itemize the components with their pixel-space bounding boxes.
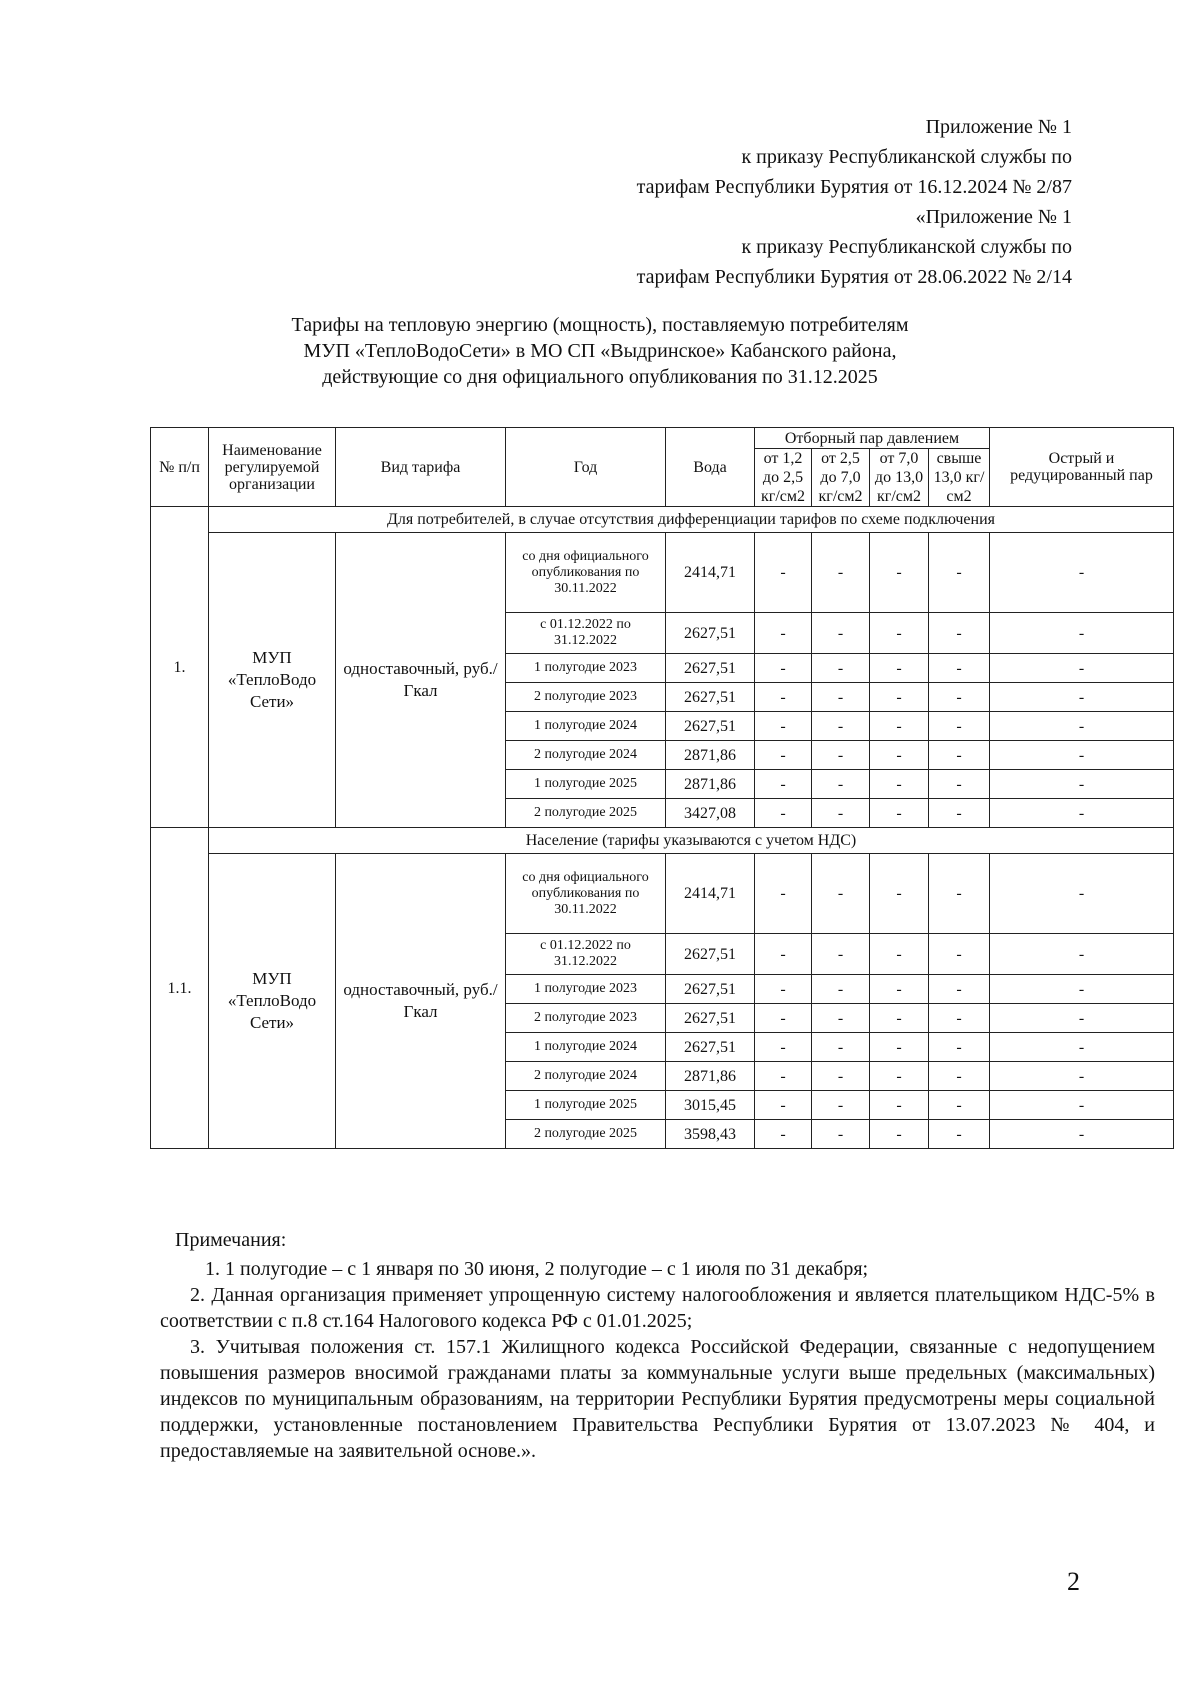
steam-tariff-cell: - [755,712,812,741]
water-tariff-cell: 2627,51 [666,613,755,654]
steam-tariff-cell: - [755,613,812,654]
sharp-steam-cell: - [990,533,1174,613]
sharp-steam-cell: - [990,770,1174,799]
header-pressure-2: от 2,5 до 7,0 кг/см2 [812,449,870,507]
sharp-steam-cell: - [990,934,1174,975]
steam-tariff-cell: - [870,1091,929,1120]
steam-tariff-cell: - [929,1033,990,1062]
steam-tariff-cell: - [812,683,870,712]
tariff-kind-cell: одноставочный, руб./Гкал [336,854,506,1149]
steam-tariff-cell: - [870,799,929,828]
period-cell: со дня официального опубликования по 30.11.2022 [506,854,666,934]
steam-tariff-cell: - [812,1033,870,1062]
water-tariff-cell: 3598,43 [666,1120,755,1149]
steam-tariff-cell: - [812,741,870,770]
steam-tariff-cell: - [929,712,990,741]
sharp-steam-cell: - [990,613,1174,654]
sharp-steam-cell: - [990,741,1174,770]
water-tariff-cell: 2627,51 [666,975,755,1004]
title-line: Тарифы на тепловую энергию (мощность), поставляемую потребителям [291,314,909,336]
steam-tariff-cell: - [929,770,990,799]
period-cell: со дня официального опубликования по 30.11.2022 [506,533,666,613]
period-cell: 2 полугодие 2023 [506,683,666,712]
period-cell: 1 полугодие 2023 [506,975,666,1004]
table-row [151,533,1174,613]
steam-tariff-cell: - [870,533,929,613]
appendix-reference [637,112,1072,292]
page-number: 2 [1067,1567,1080,1596]
title-line: действующие со дня официального опубликования по 31.12.2025 [322,366,878,388]
sharp-steam-cell: - [990,1033,1174,1062]
water-tariff-cell: 3427,08 [666,799,755,828]
header-pressure-1: от 1,2 до 2,5 кг/см2 [755,449,812,507]
steam-tariff-cell: - [755,741,812,770]
steam-tariff-cell: - [929,654,990,683]
period-cell: с 01.12.2022 по 31.12.2022 [506,613,666,654]
steam-tariff-cell: - [812,975,870,1004]
sharp-steam-cell: - [990,854,1174,934]
steam-tariff-cell: - [812,1091,870,1120]
steam-tariff-cell: - [929,1062,990,1091]
steam-tariff-cell: - [755,654,812,683]
tariff-body [151,507,1174,1149]
section-heading-row [151,507,1174,533]
tariff-table [150,427,1174,1149]
header-kind: Вид тарифа [336,428,506,507]
organization-cell: МУП «ТеплоВодо Сети» [209,533,336,828]
steam-tariff-cell: - [812,1062,870,1091]
sharp-steam-cell: - [990,1120,1174,1149]
water-tariff-cell: 2627,51 [666,934,755,975]
water-tariff-cell: 3015,45 [666,1091,755,1120]
steam-tariff-cell: - [812,533,870,613]
header-year: Год [506,428,666,507]
steam-tariff-cell: - [929,934,990,975]
header-pressure-3: от 7,0 до 13,0 кг/см2 [870,449,929,507]
steam-tariff-cell: - [870,854,929,934]
steam-tariff-cell: - [870,613,929,654]
steam-tariff-cell: - [755,854,812,934]
steam-tariff-cell: - [929,1120,990,1149]
header-steam-group: Отборный пар давлением [755,428,990,449]
period-cell: 2 полугодие 2025 [506,799,666,828]
period-cell: 2 полугодие 2024 [506,1062,666,1091]
water-tariff-cell: 2627,51 [666,712,755,741]
steam-tariff-cell: - [929,683,990,712]
steam-tariff-cell: - [929,741,990,770]
header-org: Наименование регулируемой организации [209,428,336,507]
period-cell: с 01.12.2022 по 31.12.2022 [506,934,666,975]
note-item: 3. Учитывая положения ст. 157.1 Жилищного кодекса Российской Федерации, связанные с недопущением повышения размеров вносимой гражданами платы за коммунальные услуги выше предельных (максимальных) индексов по муниципальным образованиям, на территории Республики Бурятия предусмотрены меры социальной поддержки, установленные постановлением Правительства Республики Бурятия от 13.07.2023 № 404, и предоставляемые на заявительной основе.». [160,1336,1155,1462]
table-row [151,854,1174,934]
water-tariff-cell: 2871,86 [666,741,755,770]
sharp-steam-cell: - [990,975,1174,1004]
sharp-steam-cell: - [990,654,1174,683]
water-tariff-cell: 2627,51 [666,1033,755,1062]
steam-tariff-cell: - [812,712,870,741]
appendix-line: тарифам Республики Бурятия от 16.12.2024 № 2/87 [636,176,1072,198]
steam-tariff-cell: - [755,1062,812,1091]
period-cell: 2 полугодие 2025 [506,1120,666,1149]
organization-cell: МУП «ТеплоВодо Сети» [209,854,336,1149]
steam-tariff-cell: - [755,934,812,975]
appendix-line: Приложение № 1 [925,116,1072,138]
steam-tariff-cell: - [755,975,812,1004]
period-cell: 1 полугодие 2024 [506,1033,666,1062]
section-heading: Для потребителей, в случае отсутствия дифференциации тарифов по схеме подключения [209,507,1174,533]
steam-tariff-cell: - [870,683,929,712]
steam-tariff-cell: - [755,1091,812,1120]
sharp-steam-cell: - [990,712,1174,741]
steam-tariff-cell: - [812,613,870,654]
steam-tariff-cell: - [870,712,929,741]
water-tariff-cell: 2627,51 [666,683,755,712]
steam-tariff-cell: - [812,799,870,828]
steam-tariff-cell: - [870,1033,929,1062]
water-tariff-cell: 2627,51 [666,654,755,683]
document-title [150,312,1050,390]
section-heading-row [151,828,1174,854]
steam-tariff-cell: - [870,1004,929,1033]
steam-tariff-cell: - [755,1033,812,1062]
steam-tariff-cell: - [870,1120,929,1149]
steam-tariff-cell: - [929,1004,990,1033]
water-tariff-cell: 2871,86 [666,1062,755,1091]
period-cell: 1 полугодие 2023 [506,654,666,683]
steam-tariff-cell: - [812,934,870,975]
appendix-line: к приказу Республиканской службы по [741,236,1072,258]
period-cell: 2 полугодие 2024 [506,741,666,770]
notes-block [160,1227,1155,1464]
row-number: 1. [151,507,209,828]
sharp-steam-cell: - [990,1091,1174,1120]
header-num: № п/п [151,428,209,507]
steam-tariff-cell: - [870,975,929,1004]
sharp-steam-cell: - [990,799,1174,828]
steam-tariff-cell: - [812,1120,870,1149]
period-cell: 1 полугодие 2025 [506,1091,666,1120]
steam-tariff-cell: - [870,741,929,770]
steam-tariff-cell: - [870,770,929,799]
water-tariff-cell: 2627,51 [666,1004,755,1033]
steam-tariff-cell: - [755,1004,812,1033]
steam-tariff-cell: - [929,1091,990,1120]
steam-tariff-cell: - [929,854,990,934]
title-line: МУП «ТеплоВодоСети» в МО СП «Выдринское» Кабанского района, [303,340,897,362]
steam-tariff-cell: - [812,854,870,934]
header-row [151,428,1174,449]
steam-tariff-cell: - [755,1120,812,1149]
steam-tariff-cell: - [755,799,812,828]
steam-tariff-cell: - [812,1004,870,1033]
tariff-kind-cell: одноставочный, руб./Гкал [336,533,506,828]
note-item: 1. 1 полугодие – с 1 января по 30 июня, 2 полугодие – с 1 июля по 31 декабря; [205,1258,869,1280]
notes-heading: Примечания: [175,1229,287,1251]
steam-tariff-cell: - [755,770,812,799]
period-cell: 2 полугодие 2023 [506,1004,666,1033]
steam-tariff-cell: - [929,533,990,613]
sharp-steam-cell: - [990,683,1174,712]
note-item: 2. Данная организация применяет упрощенную систему налогообложения и является плательщиком НДС-5% в соответствии с п.8 ст.164 Налогового кодекса РФ с 01.01.2025; [160,1284,1155,1332]
section-heading: Население (тарифы указываются с учетом НДС) [209,828,1174,854]
sharp-steam-cell: - [990,1004,1174,1033]
steam-tariff-cell: - [812,654,870,683]
header-sharp-steam: Острый и редуцированный пар [990,428,1174,507]
steam-tariff-cell: - [929,799,990,828]
water-tariff-cell: 2871,86 [666,770,755,799]
steam-tariff-cell: - [812,770,870,799]
water-tariff-cell: 2414,71 [666,854,755,934]
header-water: Вода [666,428,755,507]
appendix-line: к приказу Республиканской службы по [741,146,1072,168]
steam-tariff-cell: - [755,533,812,613]
appendix-line: тарифам Республики Бурятия от 28.06.2022 № 2/14 [636,266,1072,288]
steam-tariff-cell: - [755,683,812,712]
sharp-steam-cell: - [990,1062,1174,1091]
period-cell: 1 полугодие 2024 [506,712,666,741]
steam-tariff-cell: - [870,1062,929,1091]
steam-tariff-cell: - [870,654,929,683]
steam-tariff-cell: - [870,934,929,975]
steam-tariff-cell: - [929,613,990,654]
row-number: 1.1. [151,828,209,1149]
steam-tariff-cell: - [929,975,990,1004]
appendix-line: «Приложение № 1 [915,206,1072,228]
header-pressure-4: свыше 13,0 кг/см2 [929,449,990,507]
period-cell: 1 полугодие 2025 [506,770,666,799]
water-tariff-cell: 2414,71 [666,533,755,613]
